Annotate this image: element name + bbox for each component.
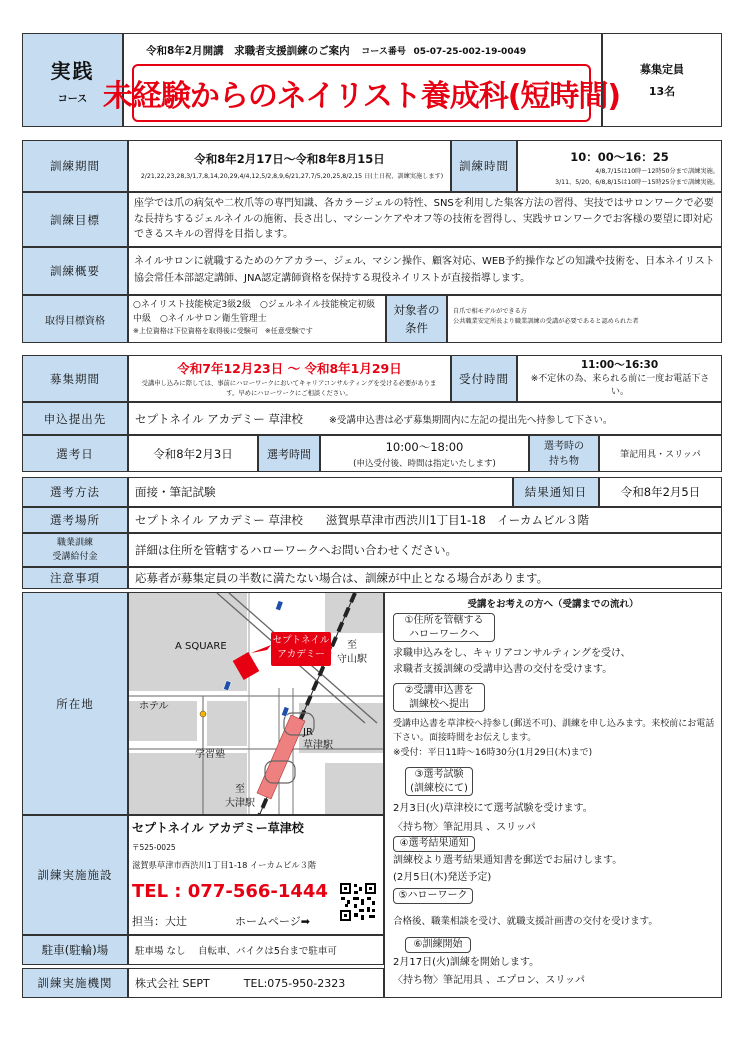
recruit-note: 受講申し込みに際しては、事前にハローワークにおいてキャリアコンサルティングを受ける必要があります。早めにハローワークにご相談ください。 (141, 380, 437, 397)
flow-step-2-text-2: ※受付：平日11時～16時30分(1月29日(木)まで) (393, 747, 593, 758)
period-label: 訓練期間 (22, 140, 128, 192)
capacity-box (602, 33, 722, 127)
flow-step-1-b: ハローワークへ (409, 628, 479, 640)
recruit-label: 募集期間 (22, 355, 128, 402)
flow-step-4: ④選考結果通知 (393, 836, 475, 852)
benefit-value: 詳細は住所を管轄するハローワークへお問い合わせください。 (128, 533, 722, 567)
map-block (207, 701, 247, 746)
exam-time-note: (申込受付後、時間は指定いたします) (353, 458, 496, 469)
time-note-2: 3/11、5/20、6/8,8/15は10時～15時25分まで訓練実施。 (555, 179, 719, 186)
result-label: 結果通知日 (513, 477, 599, 507)
facility-tel: TEL : 077-566-1444 (132, 881, 328, 902)
flow-step-5-text: 合格後、職業相談を受け、就職支援計画書の交付を受けます。 (393, 916, 658, 927)
map-school-line-1: セプトネイル (272, 635, 330, 646)
course-no: 05-07-25-002-19-0049 (413, 47, 527, 57)
facility-label: 訓練実施施設 (22, 815, 128, 935)
flow-step-6-text (393, 955, 718, 988)
time-note-1: 4/8,7/15は10時～12時50分まで訓練実施。 (595, 168, 719, 175)
exam-time-label: 選考時間 (258, 435, 320, 472)
map-school-line-2: アカデミー (277, 648, 325, 660)
map-jr-2: 草津駅 (303, 740, 333, 751)
flow-step-4-text-2: (2月5日(木)発送予定) (393, 871, 492, 883)
overview-label: 訓練概要 (22, 247, 128, 295)
exam-items: 筆記用具・スリッパ (599, 435, 722, 472)
exam-label: 選考日 (22, 435, 128, 472)
flow-step-3-text (393, 801, 718, 835)
flow-step-3-text-1: 2月3日(火)草津校にて選考試験を受けます。 (393, 803, 593, 814)
venue-value: セプトネイル アカデミー 草津校 滋賀県草津市西渋川1丁目1-18 イーカムビル３階 (128, 507, 722, 533)
flow-step-1 (393, 613, 495, 642)
map-moriyama-2: 守山駅 (337, 654, 367, 665)
period-cell (128, 140, 451, 192)
method-value: 面接・筆記試験 (128, 477, 513, 507)
course-kind: 実践 (50, 59, 95, 83)
target-cell (447, 295, 722, 343)
flow-step-1-text-1: 求職申込みをし、キャリアコンサルティングを受け、 (393, 648, 631, 659)
goal-text: 座学では爪の病気や二枚爪等の専門知識、各カラージェルの特性、SNSを利用した集客方法の習得、実技ではサロンワークで必要な長持ちするジェルネイルの施術、長さ出し、マシーンケアやオフ等の技術を習得し、実践サロンワークでお客様の要望に即対応できるスキルの習得を目指します。 (134, 198, 714, 240)
flow-step-1-text (393, 646, 718, 677)
operator-label: 訓練実施機関 (22, 968, 128, 998)
capacity-label: 募集定員 (640, 63, 684, 76)
operator-cell (128, 968, 384, 998)
flow-step-4-text (393, 853, 718, 885)
map-jr-1: JR (303, 727, 313, 738)
flow-step-5: ⑤ハローワーク (393, 888, 473, 904)
training-time: 10：00～16：25 (570, 150, 669, 164)
apply-note: ※受講申込書は必ず募集期間内に左記の提出先へ持参して下さい。 (328, 414, 613, 426)
map-block (325, 763, 384, 815)
operator-name: 株式会社 SEPT (135, 977, 210, 990)
map-moriyama (337, 639, 367, 667)
period-days: 2/21,22,23,28,3/1,7,8,14,20,29,4/4,12,5/2,8,9,6/21,27,7/5,20,25,8/2,15 日(土日祝、訓練実施します) (140, 173, 444, 180)
flow-step-2-b: 訓練校へ提出 (409, 698, 469, 710)
flow-panel (384, 592, 722, 998)
training-time-cell (517, 140, 722, 192)
map-moriyama-1: 至 (347, 640, 357, 651)
parking-label: 駐車(駐輪)場 (22, 935, 128, 965)
flow-step-3-b: (訓練校にて) (410, 782, 468, 794)
recruit-range: 令和7年12月23日 ～ 令和8年1月29日 (177, 361, 402, 376)
map-school-label (271, 634, 331, 662)
qualification-label: 取得目標資格 (22, 295, 128, 343)
goal-label: 訓練目標 (22, 192, 128, 247)
map-juku: 学習塾 (195, 749, 225, 760)
exam-time-cell (320, 435, 529, 472)
access-map (128, 592, 384, 815)
target-2: 公共職業安定所長より職業訓練の受講が必要であると認められた者 (453, 318, 639, 326)
result-date: 令和8年2月5日 (599, 477, 722, 507)
accept-time: 11:00～16:30 (580, 359, 659, 371)
flow-step-2-a: ②受講申込書を (404, 685, 474, 696)
flow-step-2-text-1: 受講申込書を草津校へ持参し(郵送不可)、訓練を申し込みます。来校前にお電話下さい。面接時間をお伝えします。 (393, 719, 715, 744)
map-otsu-2: 大津駅 (225, 797, 255, 809)
target-1: 自爪で相モデルができる方 (453, 308, 527, 315)
qualification-note: ※上位資格は下位資格を取得後に受験可 ※任意受験です (133, 326, 313, 335)
flow-step-6-text-2: 〈持ち物〉筆記用具 、エプロン、スリッパ (393, 974, 585, 986)
facility-address: 滋賀県草津市西渋川1丁目1-18 イーカムビル３階 (132, 860, 317, 870)
flow-step-6: ⑥訓練開始 (405, 937, 471, 953)
apply-place: セプトネイル アカデミー 草津校 (135, 411, 303, 426)
parking-value: 駐車場 なし 自転車、バイクは5台まで駐車可 (128, 935, 384, 965)
method-label: 選考方法 (22, 477, 128, 507)
goal-cell (128, 192, 722, 247)
qualification-cell (128, 295, 386, 343)
announce-text: 令和8年2月開講 求職者支援訓練のご案内 (146, 45, 350, 57)
flow-step-1-a: ①住所を管轄する (404, 615, 484, 626)
period-range: 令和8年2月17日～令和8年8月15日 (194, 152, 385, 166)
course-no-label: コース番号 (361, 47, 406, 57)
recruit-cell (128, 355, 451, 402)
title-frame (102, 64, 621, 122)
flow-step-2 (393, 683, 485, 712)
qualification-list: ○ネイリスト技能検定3級2級 ○ジェルネイル技能検定初級中級 ○ネイルサロン衛生管理士 (133, 300, 376, 325)
flow-step-3-text-2: 〈持ち物〉筆記用具 、スリッパ (393, 821, 536, 833)
capacity-value: 13名 (648, 85, 676, 98)
qr-code-icon[interactable] (339, 882, 377, 922)
flow-step-2-text (393, 717, 718, 760)
flow-step-6-text-1: 2月17日(火)訓練を開始します。 (393, 957, 540, 968)
map-a-square: A SQUARE (175, 641, 227, 652)
facility-name: セプトネイル アカデミー草津校 (132, 821, 304, 835)
school-icon (200, 711, 206, 717)
map-otsu-1: 至 (235, 784, 245, 795)
benefit-label-1: 職業訓練 (56, 537, 93, 548)
accept-label: 受付時間 (451, 355, 517, 402)
flow-step-3 (405, 767, 473, 796)
venue-label: 選考場所 (22, 507, 128, 533)
apply-label: 申込提出先 (22, 402, 128, 435)
notice-value: 応募者が募集定員の半数に満たない場合は、訓練が中止となる場合があります。 (128, 567, 722, 589)
course-sub: コース (57, 94, 88, 105)
exam-time: 10:00～18:00 (385, 439, 464, 454)
exam-date: 令和8年2月3日 (128, 435, 258, 472)
homepage-link[interactable]: ホームページ➡ (235, 915, 310, 928)
facility-contact: 担当：大辻 (132, 915, 187, 928)
accept-cell (517, 355, 722, 402)
overview-cell (128, 247, 722, 295)
notice-label: 注意事項 (22, 567, 128, 589)
map-jr (303, 726, 333, 752)
apply-cell (128, 402, 722, 435)
operator-tel: TEL:075-950-2323 (243, 976, 346, 990)
flow-step-3-a: ③選考試験 (414, 769, 464, 780)
location-label: 所在地 (22, 592, 128, 815)
target-label: 対象者の条件 (386, 295, 447, 343)
course-title: 未経験からのネイリスト養成科(短時間) (102, 79, 621, 114)
training-time-label: 訓練時間 (451, 140, 517, 192)
facility-zip: 〒525-0025 (132, 843, 176, 852)
benefit-label-2: 受講給付金 (52, 552, 98, 562)
map-hotel: ホテル (139, 701, 169, 712)
overview-text: ネイルサロンに就職するためのケアカラー、ジェル、マシン操作、顧客対応、WEB予約操作などの知識や技術を、日本ネイリスト協会常任本部認定講師、JNA認定講師資格を保持する現役ネイリストが直接指導します。 (134, 256, 715, 284)
flow-step-4-text-1: 訓練校より選考結果通知書を郵送でお届けします。 (393, 855, 623, 866)
header-center (102, 33, 621, 127)
map-otsu (225, 783, 255, 810)
flow-title: 受講をお考えの方へ（受講までの流れ） (467, 599, 639, 610)
accept-note: ※不定休の為、来られる前に一度お電話下さい。 (530, 374, 710, 398)
benefit-label (22, 533, 128, 567)
facility-cell (128, 815, 384, 935)
exam-items-label: 選考時の持ち物 (529, 435, 599, 472)
flow-step-1-text-2: 求職者支援訓練の受講申込書の交付を受けます。 (393, 663, 613, 675)
